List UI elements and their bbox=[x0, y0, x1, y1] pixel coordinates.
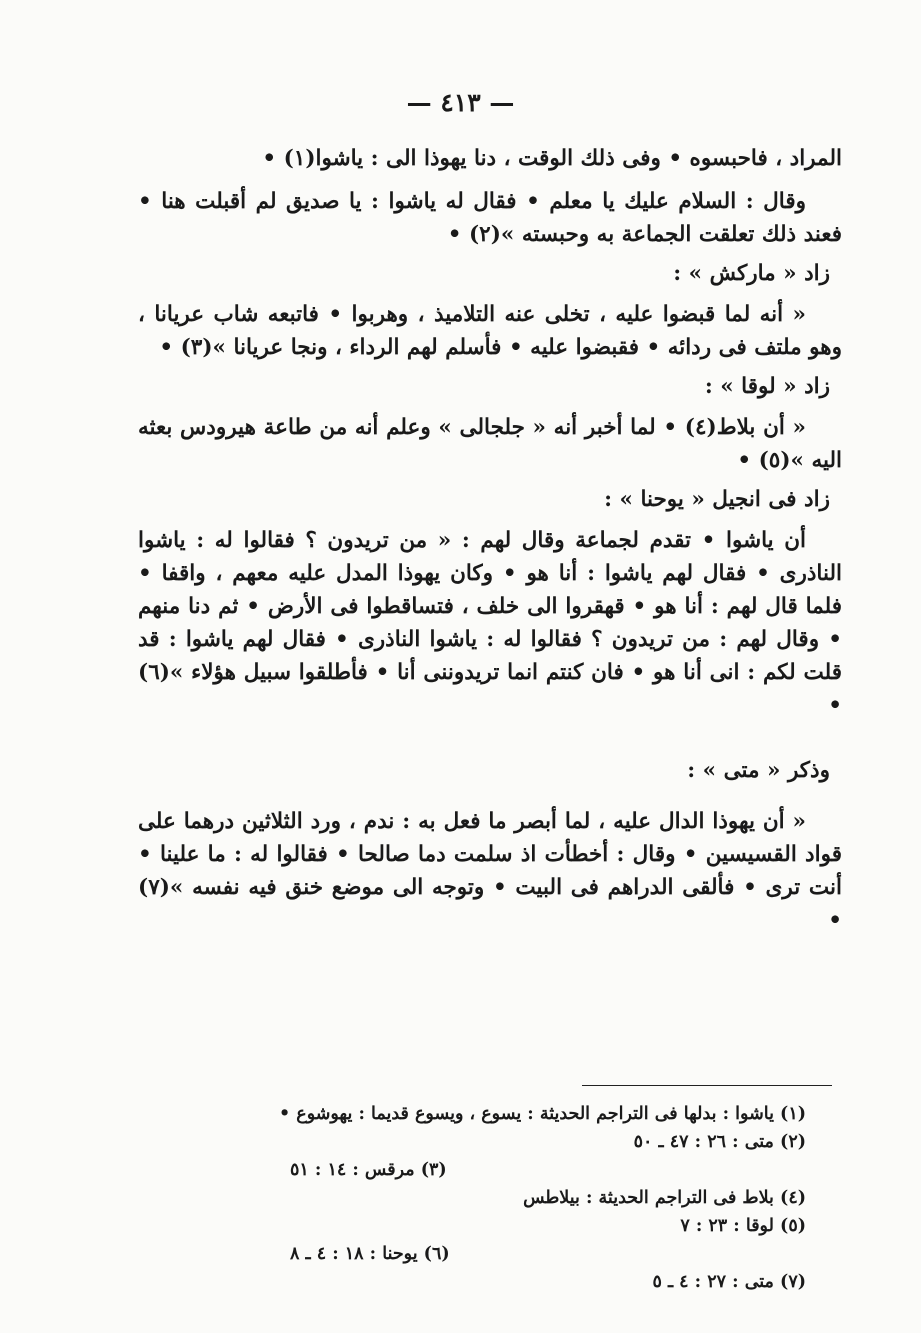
footnote-5: (٥) لوقا : ٢٣ : ٧ bbox=[680, 1216, 806, 1236]
heading-matta: وذكر « متى » : bbox=[687, 758, 830, 783]
paragraph-6: « أن يهوذا الدال عليه ، لما أبصر ما فعل به : ندم ، ورد الثلاثين درهما على قواد القسيسين • وقال : أخطأت اذ سلمت دما صالحا • فقالوا له : ما علينا • أنت ترى • فألقى الدراهم فى البيت • وتوجه الى موضع خنق فيه نفسه »(٧) • bbox=[138, 809, 842, 933]
footnote-divider bbox=[582, 1085, 832, 1086]
footnote-1: (١) ياشوا : بدلها فى التراجم الحديثة : يسوع ، ويسوع قديما : يهوشوع • bbox=[278, 1104, 806, 1124]
paragraph-5: أن ياشوا • تقدم لجماعة وقال لهم : « من تريدون ؟ فقالوا له : ياشوا الناذرى • فقال لهم ياشوا : أنا هو • وكان يهوذا المدل عليه معهم ، واقفا • فلما قال لهم : أنا هو • قهقروا الى خلف ، فتساقطوا فى الأرض • ثم دنا منهم • وقال لهم : من تريدون ؟ فقالوا له : ياشوا الناذرى • فقال لهم ياشوا : قد قلت لكم : انى أنا هو • فان كنتم انما تريدوننى أنا • فأطلقوا سبيل هؤلاء »(٦) • bbox=[138, 528, 842, 718]
footnote-7: (٧) متى : ٢٧ : ٤ ـ ٥ bbox=[652, 1272, 806, 1292]
footnote-6: (٦) يوحنا : ١٨ : ٤ ـ ٨ bbox=[290, 1244, 450, 1264]
footnotes bbox=[160, 1100, 840, 1296]
heading-luqa: زاد « لوقا » : bbox=[704, 374, 830, 399]
heading-markus: زاد « ماركش » : bbox=[673, 261, 830, 286]
main-text bbox=[138, 142, 842, 937]
footnote-4: (٤) بلاط فى التراجم الحديثة : بيلاطس bbox=[523, 1188, 806, 1208]
paragraph-3: « أنه لما قبضوا عليه ، تخلى عنه التلاميذ ، وهربوا • فاتبعه شاب عريانا ، وهو ملتف فى ردائه • فقبضوا عليه • فأسلم لهم الرداء ، ونجا عريانا »(٣) • bbox=[138, 302, 842, 360]
paragraph-2: وقال : السلام عليك يا معلم • فقال له ياشوا : يا صديق لم أقبلت هنا • فعند ذلك تعلقت الجماعة به وحبسته »(٢) • bbox=[138, 189, 842, 247]
heading-yuhanna: زاد فى انجيل « يوحنا » : bbox=[604, 487, 830, 512]
footnote-2: (٢) متى : ٢٦ : ٤٧ ـ ٥٠ bbox=[633, 1132, 806, 1152]
paragraph-4: « أن بلاط(٤) • لما أخبر أنه « جلجالى » وعلم أنه من طاعة هيرودس بعثه اليه »(٥) • bbox=[138, 415, 842, 473]
footnote-3: (٣) مرقس : ١٤ : ٥١ bbox=[290, 1160, 447, 1180]
paragraph-1: المراد ، فاحبسوه • وفى ذلك الوقت ، دنا يهوذا الى : ياشوا(١) • bbox=[262, 146, 842, 171]
page-number: — ٤١٣ — bbox=[406, 88, 515, 117]
